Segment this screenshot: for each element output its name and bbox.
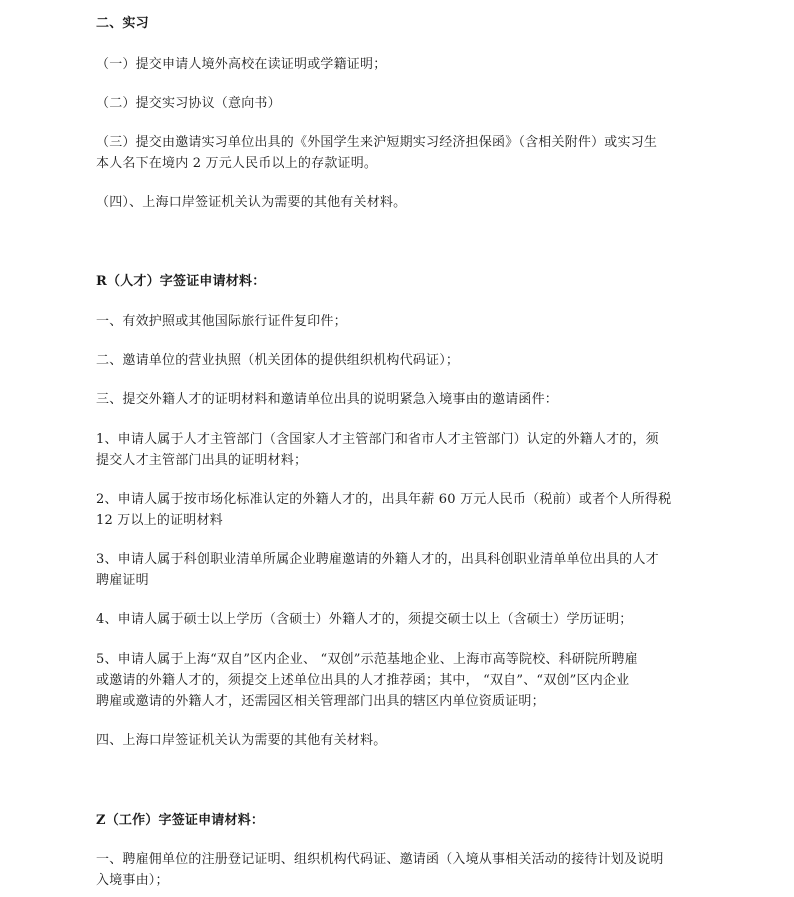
r-visa-sub-5-line-2: 或邀请的外籍人才的，须提交上述单位出具的人才推荐函；其中， “双自”、“双创”区内企业 (96, 673, 630, 688)
r-visa-item-1: 一、有效护照或其他国际旅行证件复印件； (96, 314, 347, 329)
r-visa-sub-3-line-1: 3、申请人属于科创职业清单所属企业聘雇邀请的外籍人才的，出具科创职业清单单位出具的人才 (96, 552, 659, 567)
r-visa-item-3: 三、提交外籍人才的证明材料和邀请单位出具的说明紧急入境事由的邀请函件： (96, 392, 559, 407)
r-visa-item-4: 四、上海口岸签证机关认为需要的其他有关材料。 (96, 733, 387, 748)
z-visa-item-1-line-1: 一、聘雇佣单位的注册登记证明、组织机构代码证、邀请函（入境从事相关活动的接待计划及说明 (96, 852, 664, 867)
internship-item-1: （一）提交申请人境外高校在读证明或学籍证明； (96, 57, 387, 72)
r-visa-sub-2-line-2: 12 万以上的证明材料 (96, 513, 223, 528)
internship-item-2: （二）提交实习协议（意向书） (96, 96, 281, 111)
internship-item-3-line-1: （三）提交由邀请实习单位出具的《外国学生来沪短期实习经济担保函》（含相关附件）或实习生 (96, 135, 658, 150)
section-heading-r-visa: R（人才）字签证申请材料： (96, 274, 266, 289)
internship-item-4: （四）、上海口岸签证机关认为需要的其他有关材料。 (96, 195, 407, 210)
r-visa-sub-5-line-1: 5、申请人属于上海“双自”区内企业、 “双创”示范基地企业、上海市高等院校、科研院所聘雇 (96, 652, 638, 667)
section-heading-internship: 二、实习 (96, 16, 149, 31)
r-visa-sub-4: 4、申请人属于硕士以上学历（含硕士）外籍人才的，须提交硕士以上（含硕士）学历证明； (96, 612, 633, 627)
internship-item-3-line-2: 本人名下在境内 2 万元人民币以上的存款证明。 (96, 156, 378, 171)
r-visa-sub-5-line-3: 聘雇或邀请的外籍人才，还需园区相关管理部门出具的辖区内单位资质证明； (96, 694, 545, 709)
section-heading-z-visa: Z（工作）字签证申请材料： (96, 813, 265, 828)
r-visa-item-2: 二、邀请单位的营业执照（机关团体的提供组织机构代码证）； (96, 353, 460, 368)
r-visa-sub-1-line-2: 提交人才主管部门出具的证明材料； (96, 453, 308, 468)
r-visa-sub-2-line-1: 2、申请人属于按市场化标准认定的外籍人才的，出具年薪 60 万元人民币（税前）或者个人所得税 (96, 492, 672, 507)
r-visa-sub-3-line-2: 聘雇证明 (96, 573, 149, 588)
z-visa-item-1-line-2: 入境事由）； (96, 873, 169, 888)
r-visa-sub-1-line-1: 1、申请人属于人才主管部门（含国家人才主管部门和省市人才主管部门）认定的外籍人才的，须 (96, 432, 659, 447)
